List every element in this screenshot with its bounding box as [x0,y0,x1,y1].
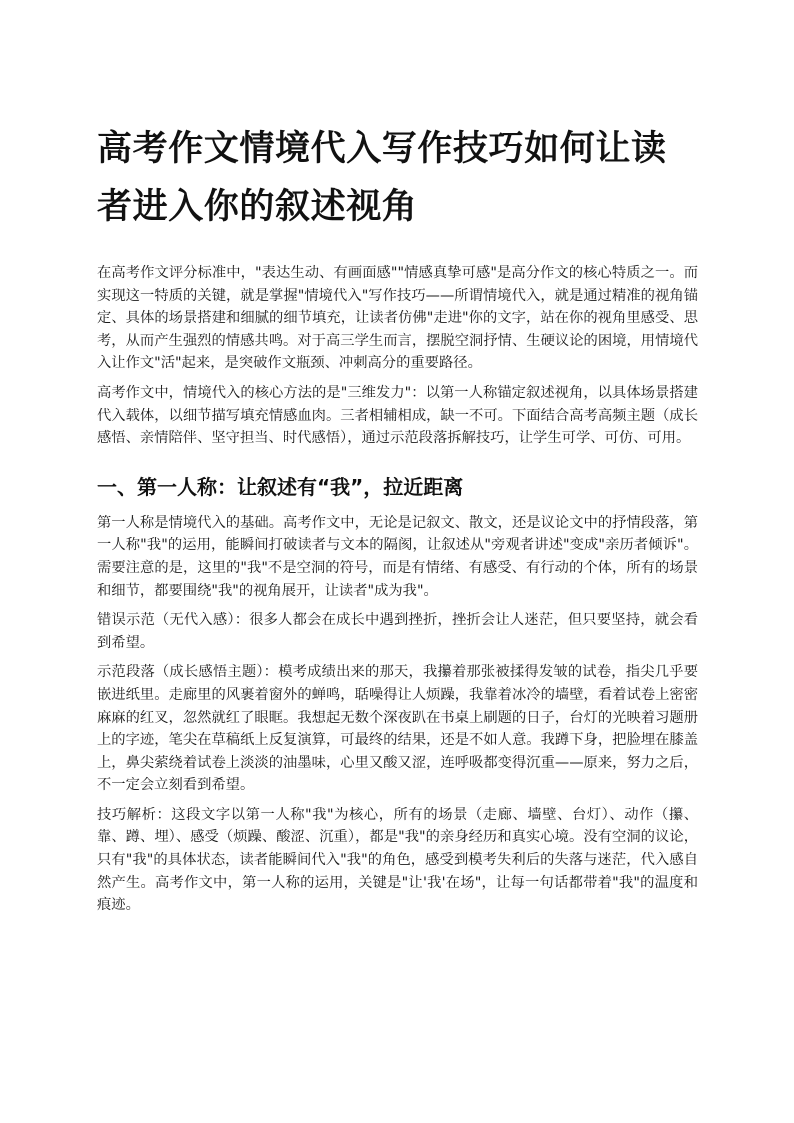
intro-paragraph-1: 在高考作文评分标准中，"表达生动、有画面感""情感真挚可感"是高分作文的核心特质之一。而实现这一特质的关键，就是掌握"情境代入"写作技巧——所谓情境代入，就是通过精准的视角锚定、具体的场景搭建和细腻的细节填充，让读者仿佛"走进"你的文字，站在你的视角里感受、思考，从而产生强烈的情感共鸣。对于高三学生而言，摆脱空洞抒情、生硬议论的困境，用情境代入让作文"活"起来，是突破作文瓶颈、冲刺高分的重要路径。 [97,265,698,372]
model-paragraph: 示范段落（成长感悟主题）：模考成绩出来的那天，我攥着那张被揉得发皱的试卷，指尖几乎要嵌进纸里。走廊里的风裹着窗外的蝉鸣，聒噪得让人烦躁，我靠着冰冷的墙壁，看着试卷上密密麻麻的红叉，忽然就红了眼眶。我想起无数个深夜趴在书桌上刷题的日子，台灯的光映着习题册上的字迹，笔尖在草稿纸上反复演算，可最终的结果，还是不如人意。我蹲下身，把脸埋在膝盖上，鼻尖萦绕着试卷上淡淡的油墨味，心里又酸又涩，连呼吸都变得沉重——原来，努力之后，不一定会立刻看到希望。 [97,664,698,794]
wrong-example-paragraph: 错误示范（无代入感）：很多人都会在成长中遇到挫折，挫折会让人迷茫，但只要坚持，就会看到希望。 [97,612,698,651]
section-heading-first-person: 一、第一人称：让叙述有“我”，拉近距离 [97,474,464,499]
section-paragraph-intro: 第一人称是情境代入的基础。高考作文中，无论是记叙文、散文，还是议论文中的抒情段落，第一人称"我"的运用，能瞬间打破读者与文本的隔阂，让叙述从"旁观者讲述"变成"亲历者倾诉"。需要注意的是，这里的"我"不是空洞的符号，而是有情绪、有感受、有行动的个体，所有的场景和细节，都要围绕"我"的视角展开，让读者"成为我"。 [97,514,698,599]
technique-analysis-paragraph: 技巧解析：这段文字以第一人称"我"为核心，所有的场景（走廊、墙壁、台灯）、动作（攥、靠、蹲、埋）、感受（烦躁、酸涩、沉重），都是"我"的亲身经历和真实心境。没有空洞的议论，只有"我"的具体状态，读者能瞬间代入"我"的角色，感受到模考失利后的失落与迷茫，代入感自然产生。高考作文中，第一人称的运用，关键是"让'我'在场"，让每一句话都带着"我"的温度和痕迹。 [97,806,698,914]
document-body [97,262,698,917]
intro-paragraph-2: 高考作文中，情境代入的核心方法的是"三维发力"：以第一人称锚定叙述视角，以具体场景搭建代入载体，以细节描写填充情感血肉。三者相辅相成，缺一不可。下面结合高考高频主题（成长感悟、亲情陪伴、坚守担当、时代感悟），通过示范段落拆解技巧，让学生可学、可仿、可用。 [97,384,698,447]
document-title: 高考作文情境代入写作技巧如何让读者进入你的叙述视角 [97,129,667,227]
